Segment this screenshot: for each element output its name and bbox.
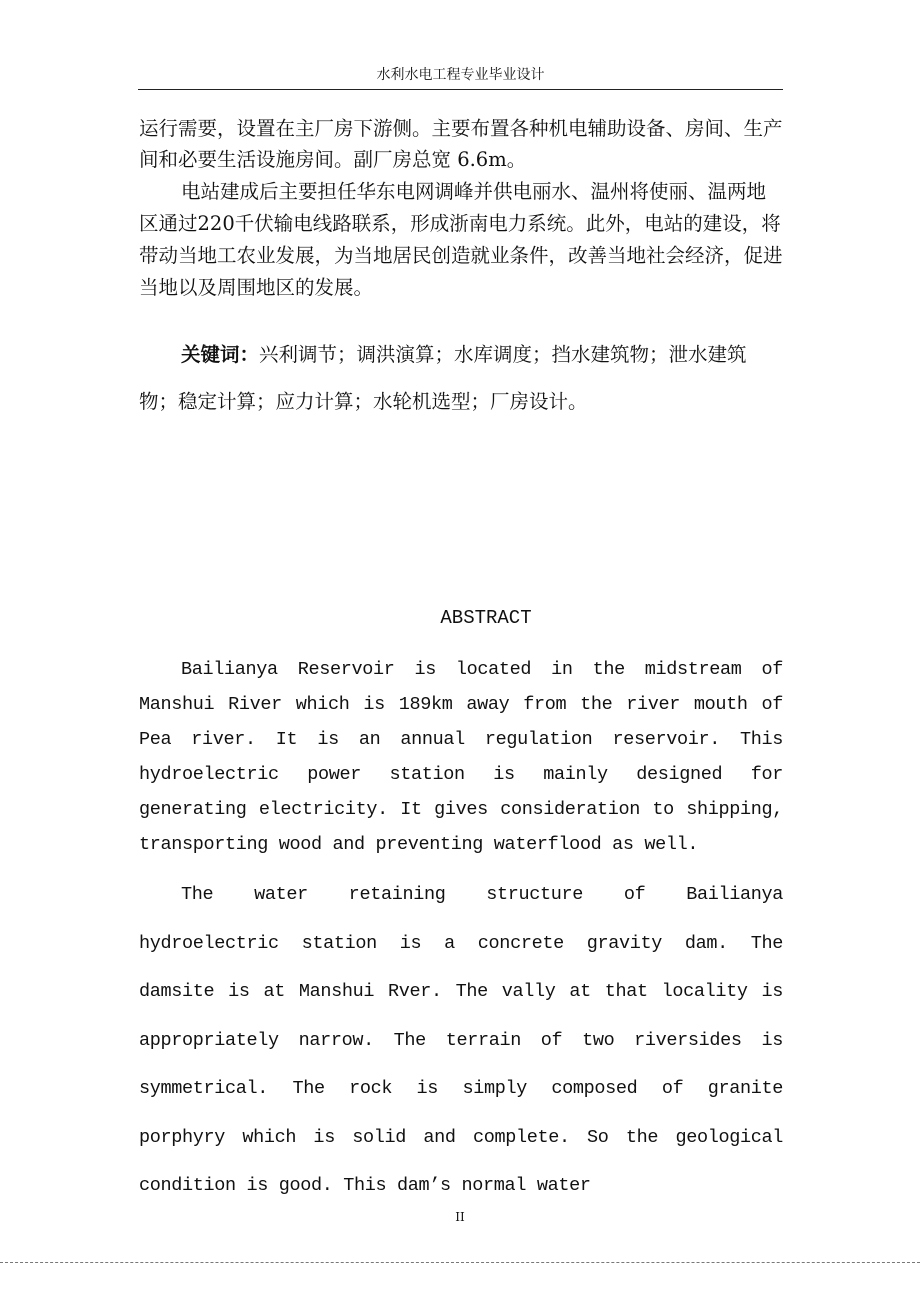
abstract-paragraph-1: Bailianya Reservoir is located in the midstream of Manshui River which is 189km away from the river mouth of Pea river. It is an annual regulation reservoir. This hydroelectric power station is mainly designed for generating electricity. It gives consideration to shipping, transporting wood and preventing waterflood as well. — [139, 659, 783, 855]
abstract-paragraph-2: The water retaining structure of Bailianya hydroelectric station is a concrete gravity dam. The damsite is at Manshui Rver. The vally at that locality is appropriately narrow. The terrain of two riversides is symmetrical. The rock is simply composed of granite porphyry which is solid and complete. So the geological condition is good. This dam’s normal water — [139, 884, 783, 1196]
keywords-paragraph — [139, 331, 784, 425]
page-number: II — [455, 1210, 465, 1224]
chinese-paragraph-1: 运行需要，设置在主厂房下游侧。主要布置各种机电辅助设备、房间、生产间和必要生活设施房间。副厂房总宽 6.6m。 — [139, 117, 783, 171]
chinese-paragraph-2: 电站建成后主要担任华东电网调峰并供电丽水、温州将使丽、温两地区通过220千伏输电线路联系，形成浙南电力系统。此外，电站的建设，将带动当地工农业发展，为当地居民创造就业条件，改善当地社会经济，促进当地以及周围地区的发展。 — [139, 180, 783, 299]
page-bottom-divider — [0, 1262, 920, 1263]
page-header — [138, 62, 783, 90]
keywords-label: 关键词： — [181, 343, 260, 366]
header-title: 水利水电工程专业毕业设计 — [376, 67, 545, 83]
abstract-title: ABSTRACT — [440, 607, 532, 629]
keywords-text: 兴利调节；调洪演算；水库调度；挡水建筑物；泄水建筑物；稳定计算；应力计算；水轮机选型；厂房设计。 — [139, 343, 747, 413]
